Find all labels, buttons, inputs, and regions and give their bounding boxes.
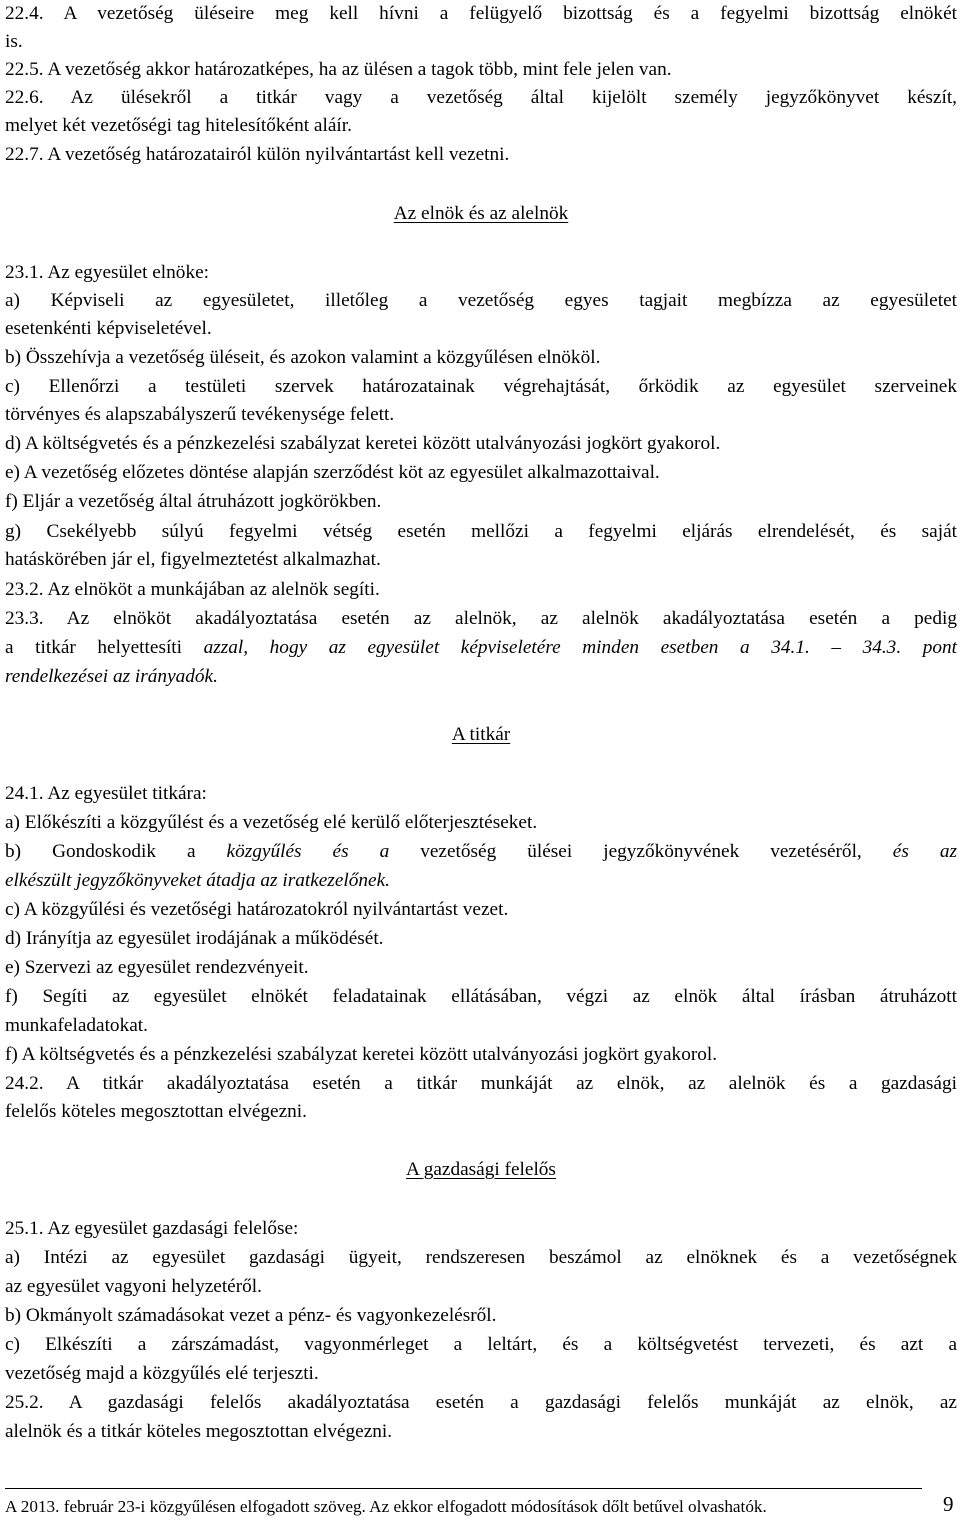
heading-titkar: A titkár bbox=[451, 724, 511, 745]
footer-note: A 2013. február 23-i közgyűlésen elfogadott szöveg. Az ekkor elfogadott módosítások dőlt betűvel olvashatók. bbox=[5, 1497, 767, 1516]
paragraph-25-2-line2: alelnök és a titkár köteles megosztottan elvégezni. bbox=[5, 1421, 393, 1442]
paragraph-22-4-line1: 22.4. A vezetőség üléseire meg kell hívni a felügyelő bizottság és a fegyelmi bizottság elnökét bbox=[5, 3, 957, 24]
item-25-c-line2: vezetőség majd a közgyűlés elé terjeszti. bbox=[5, 1363, 319, 1384]
item-23-g-line2: hatáskörében jár el, figyelmeztetést alkalmazhat. bbox=[5, 549, 381, 570]
item-24-b-part2-italic: közgyűlés és a bbox=[226, 841, 390, 862]
paragraph-24-1: 24.1. Az egyesület titkára: bbox=[5, 783, 207, 804]
paragraph-24-2-line1: 24.2. A titkár akadályoztatása esetén a titkár munkáját az elnök, az alelnök és a gazdasági bbox=[5, 1073, 957, 1094]
item-24-b-line2 bbox=[5, 866, 390, 895]
item-24-c: c) A közgyűlési és vezetőségi határozatokról nyilvántartást vezet. bbox=[5, 899, 509, 920]
paragraph-23-3-line2-regular: a titkár helyettesíti bbox=[5, 637, 204, 658]
paragraph-22-7: 22.7. A vezetőség határozatairól külön nyilvántartást kell vezetni. bbox=[5, 144, 510, 165]
item-24-b-line2-italic: elkészült jegyzőkönyveket átadja az iratkezelőnek. bbox=[5, 870, 390, 891]
item-24-e: e) Szervezi az egyesület rendezvényeit. bbox=[5, 957, 309, 978]
paragraph-22-6-line2: melyet két vezetőségi tag hitelesítőként aláír. bbox=[5, 115, 352, 136]
item-24-d: d) Irányítja az egyesület irodájának a működését. bbox=[5, 928, 384, 949]
paragraph-23-1: 23.1. Az egyesület elnöke: bbox=[5, 262, 210, 283]
footer-divider bbox=[5, 1488, 922, 1489]
item-25-a-line2: az egyesület vagyoni helyzetéről. bbox=[5, 1276, 262, 1297]
item-24-b-line1 bbox=[5, 837, 957, 866]
item-23-a-line2: esetenkénti képviseletével. bbox=[5, 318, 212, 339]
paragraph-23-3-line1: 23.3. Az elnököt akadályoztatása esetén az alelnök, az alelnök akadályoztatása esetén a pedig bbox=[5, 608, 957, 629]
item-23-c-line2: törvényes és alapszabályszerű tevékenysége felett. bbox=[5, 404, 395, 425]
paragraph-23-3-line3 bbox=[5, 662, 218, 691]
item-23-a-line1: a) Képviseli az egyesületet, illetőleg a vezetőség egyes tagjait megbízza az egyesületet bbox=[5, 290, 957, 311]
item-24-f-line1: f) Segíti az egyesület elnökét feladatainak ellátásában, végzi az elnök által írásban átruházott bbox=[5, 986, 957, 1007]
item-25-c-line1: c) Elkészíti a zárszámadást, vagyonmérleget a leltárt, és a költségvetést tervezeti, és azt a bbox=[5, 1334, 957, 1355]
item-23-f: f) Eljár a vezetőség által átruházott jogkörökben. bbox=[5, 491, 382, 512]
item-24-b-part4-italic: és az bbox=[892, 841, 957, 862]
paragraph-22-5: 22.5. A vezetőség akkor határozatképes, ha az ülésen a tagok több, mint fele jelen van. bbox=[5, 59, 672, 80]
item-24-f2: f) A költségvetés és a pénzkezelési szabályzat keretei között utalványozási jogkört gyakorol. bbox=[5, 1044, 718, 1065]
item-24-b-part3: vezetőség ülései jegyzőkönyvének vezetéséről, bbox=[389, 841, 893, 862]
item-24-b-part1: b) Gondoskodik a bbox=[5, 841, 227, 862]
item-25-a-line1: a) Intézi az egyesület gazdasági ügyeit, rendszeresen beszámol az elnöknek és a vezetőségnek bbox=[5, 1247, 957, 1268]
item-25-b: b) Okmányolt számadásokat vezet a pénz- és vagyonkezelésről. bbox=[5, 1305, 497, 1326]
item-23-d: d) A költségvetés és a pénzkezelési szabályzat keretei között utalványozási jogkört gyakorol. bbox=[5, 433, 721, 454]
paragraph-25-2-line1: 25.2. A gazdasági felelős akadályoztatása esetén a gazdasági felelős munkáját az elnök, az bbox=[5, 1392, 957, 1413]
item-23-g-line1: g) Csekélyebb súlyú fegyelmi vétség esetén mellőzi a fegyelmi eljárás elrendelését, és saját bbox=[5, 521, 957, 542]
paragraph-23-3-line3-italic: rendelkezései az irányadók. bbox=[5, 666, 218, 687]
paragraph-22-4-line2: is. bbox=[5, 31, 23, 52]
item-24-a: a) Előkészíti a közgyűlést és a vezetőség elé kerülő előterjesztéseket. bbox=[5, 812, 538, 833]
heading-gazdasagi-felelos: A gazdasági felelős bbox=[406, 1159, 556, 1180]
paragraph-22-6-line1: 22.6. Az ülésekről a titkár vagy a vezetőség által kijelölt személy jegyzőkönyvet készít, bbox=[5, 87, 957, 108]
item-23-c-line1: c) Ellenőrzi a testületi szervek határozatainak végrehajtását, őrködik az egyesület szerveinek bbox=[5, 376, 957, 397]
paragraph-23-2: 23.2. Az elnököt a munkájában az alelnök segíti. bbox=[5, 579, 380, 600]
paragraph-25-1: 25.1. Az egyesület gazdasági felelőse: bbox=[5, 1218, 299, 1239]
page-number: 9 bbox=[943, 1492, 954, 1516]
item-24-f-line2: munkafeladatokat. bbox=[5, 1015, 148, 1036]
heading-elnok-alelnok: Az elnök és az alelnök bbox=[393, 203, 569, 224]
item-23-e: e) A vezetőség előzetes döntése alapján szerződést köt az egyesület alkalmazottaival. bbox=[5, 462, 660, 483]
paragraph-23-3-line2 bbox=[5, 633, 957, 662]
paragraph-24-2-line2: felelős köteles megosztottan elvégezni. bbox=[5, 1101, 307, 1122]
paragraph-23-3-line2-italic: azzal, hogy az egyesület képviseletére minden esetben a 34.1. – 34.3. pont bbox=[203, 637, 958, 658]
item-23-b: b) Összehívja a vezetőség üléseit, és azokon valamint a közgyűlésen elnököl. bbox=[5, 347, 601, 368]
